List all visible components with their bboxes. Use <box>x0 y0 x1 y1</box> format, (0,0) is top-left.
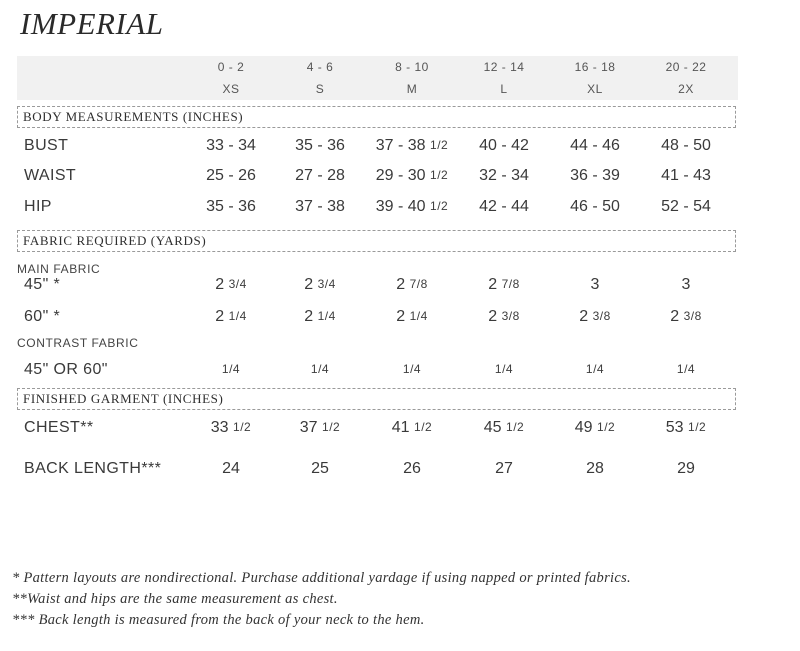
fraction-text: 1/2 <box>430 138 449 152</box>
value-text: 35 - 36 <box>206 198 256 215</box>
section-finished-garment: FINISHED GARMENT (INCHES) <box>17 388 736 410</box>
value-text: 2 <box>488 276 502 293</box>
value-text: 33 - 34 <box>206 137 256 154</box>
value-cell <box>555 137 635 155</box>
value-text: 2 <box>304 308 318 325</box>
value-text: 41 <box>391 419 415 436</box>
row-label: 60" * <box>24 308 61 325</box>
value-text: 28 <box>586 460 604 477</box>
value-cell <box>280 361 360 379</box>
size-label: M <box>406 82 418 96</box>
value-cell <box>280 198 360 216</box>
value-cell <box>464 137 544 155</box>
fraction-text: 1/2 <box>414 420 433 434</box>
row-label: BUST <box>24 137 69 154</box>
fraction-text: 1/4 <box>310 362 330 376</box>
value-cell <box>372 308 452 326</box>
row-label: HIP <box>24 198 52 215</box>
fraction-text: 1/4 <box>317 309 336 323</box>
value-text: 37 - 38 <box>375 137 431 154</box>
value-cell <box>464 361 544 379</box>
value-cell <box>280 276 360 294</box>
fraction-text: 1/4 <box>402 362 422 376</box>
fraction-text: 3/8 <box>683 309 702 323</box>
value-cell <box>372 419 452 437</box>
value-text: 2 <box>670 308 684 325</box>
value-text: 2 <box>215 308 229 325</box>
value-text: 25 - 26 <box>206 167 256 184</box>
value-text: 36 - 39 <box>570 167 620 184</box>
value-cell <box>464 198 544 216</box>
value-cell <box>372 276 452 294</box>
footnote-1: * Pattern layouts are nondirectional. Purchase additional yardage if using napped or printed fabrics. <box>12 570 631 586</box>
footnote-3: *** Back length is measured from the back of your neck to the hem. <box>12 612 425 628</box>
section-body-measurements: BODY MEASUREMENTS (INCHES) <box>17 106 736 128</box>
value-text: 25 <box>311 460 329 477</box>
value-cell <box>191 419 271 437</box>
value-text: 49 <box>574 419 598 436</box>
value-text: 39 - 40 <box>375 198 431 215</box>
main-fabric-label: MAIN FABRIC <box>17 262 101 276</box>
value-text: 3 <box>590 276 600 293</box>
value-cell <box>372 167 452 185</box>
value-cell <box>191 276 271 294</box>
value-text: 40 - 42 <box>479 137 529 154</box>
value-text: 2 <box>396 308 410 325</box>
value-cell <box>555 276 635 294</box>
fraction-text: 7/8 <box>409 277 428 291</box>
value-text: 27 <box>495 460 513 477</box>
value-cell <box>191 460 271 478</box>
value-text: 46 - 50 <box>570 198 620 215</box>
value-text: 53 <box>665 419 689 436</box>
value-text: 48 - 50 <box>661 137 711 154</box>
value-text: 32 - 34 <box>479 167 529 184</box>
value-cell <box>191 308 271 326</box>
fraction-text: 1/4 <box>676 362 696 376</box>
value-text: 44 - 46 <box>570 137 620 154</box>
value-cell <box>191 137 271 155</box>
fraction-text: 1/2 <box>597 420 616 434</box>
value-cell <box>646 276 726 294</box>
value-cell <box>280 167 360 185</box>
value-cell <box>372 198 452 216</box>
value-text: 2 <box>488 308 502 325</box>
size-range: 4 - 6 <box>306 60 334 74</box>
value-text: 24 <box>222 460 240 477</box>
value-text: 26 <box>403 460 421 477</box>
size-label: 2X <box>678 82 694 96</box>
fraction-text: 3/8 <box>592 309 611 323</box>
value-cell <box>191 198 271 216</box>
row-label: CHEST** <box>24 419 94 436</box>
value-cell <box>191 361 271 379</box>
value-text: 42 - 44 <box>479 198 529 215</box>
value-cell <box>646 198 726 216</box>
value-cell <box>555 167 635 185</box>
row-label: WAIST <box>24 167 77 184</box>
value-cell <box>555 419 635 437</box>
value-text: 52 - 54 <box>661 198 711 215</box>
value-text: 2 <box>215 276 229 293</box>
fraction-text: 1/4 <box>409 309 428 323</box>
fraction-text: 1/4 <box>228 309 247 323</box>
value-text: 37 - 38 <box>295 198 345 215</box>
fraction-text: 1/2 <box>506 420 525 434</box>
value-text: 27 - 28 <box>295 167 345 184</box>
fraction-text: 7/8 <box>501 277 520 291</box>
value-cell <box>372 361 452 379</box>
pattern-title: IMPERIAL <box>20 6 164 41</box>
value-cell <box>555 361 635 379</box>
value-text: 33 <box>210 419 234 436</box>
value-cell <box>646 167 726 185</box>
size-label: L <box>500 82 508 96</box>
value-cell <box>646 460 726 478</box>
value-text: 37 <box>299 419 323 436</box>
value-cell <box>191 167 271 185</box>
value-text: 2 <box>579 308 593 325</box>
value-cell <box>280 460 360 478</box>
fraction-text: 1/4 <box>494 362 514 376</box>
fraction-text: 1/4 <box>221 362 241 376</box>
row-label: BACK LENGTH*** <box>24 460 162 477</box>
contrast-fabric-label: CONTRAST FABRIC <box>17 336 139 350</box>
value-cell <box>280 419 360 437</box>
value-text: 41 - 43 <box>661 167 711 184</box>
fraction-text: 1/4 <box>585 362 605 376</box>
fraction-text: 3/4 <box>228 277 247 291</box>
row-label: 45" * <box>24 276 61 293</box>
value-cell <box>464 276 544 294</box>
fraction-text: 1/2 <box>322 420 341 434</box>
value-cell <box>555 460 635 478</box>
value-text: 29 <box>677 460 695 477</box>
fraction-text: 1/2 <box>233 420 252 434</box>
value-cell <box>646 419 726 437</box>
size-label: XS <box>222 82 240 96</box>
size-range: 0 - 2 <box>217 60 245 74</box>
size-label: S <box>315 82 325 96</box>
value-text: 29 - 30 <box>375 167 431 184</box>
value-cell <box>280 308 360 326</box>
fraction-text: 3/8 <box>501 309 520 323</box>
value-cell <box>646 308 726 326</box>
value-cell <box>646 137 726 155</box>
value-cell <box>555 308 635 326</box>
value-cell <box>372 460 452 478</box>
footnote-2: **Waist and hips are the same measurement as chest. <box>12 591 338 607</box>
fraction-text: 1/2 <box>430 168 449 182</box>
size-range: 16 - 18 <box>574 60 616 74</box>
value-text: 35 - 36 <box>295 137 345 154</box>
value-text: 45 <box>483 419 507 436</box>
row-label: 45" OR 60" <box>24 361 108 378</box>
value-cell <box>464 460 544 478</box>
value-cell <box>464 419 544 437</box>
value-cell <box>464 308 544 326</box>
size-label: XL <box>587 82 603 96</box>
fraction-text: 3/4 <box>317 277 336 291</box>
value-cell <box>646 361 726 379</box>
value-cell <box>464 167 544 185</box>
value-cell <box>280 137 360 155</box>
value-text: 3 <box>681 276 691 293</box>
fraction-text: 1/2 <box>688 420 707 434</box>
size-range: 20 - 22 <box>665 60 707 74</box>
size-range: 12 - 14 <box>483 60 525 74</box>
value-text: 2 <box>396 276 410 293</box>
size-range: 8 - 10 <box>395 60 429 74</box>
fraction-text: 1/2 <box>430 199 449 213</box>
value-cell <box>372 137 452 155</box>
section-fabric-required: FABRIC REQUIRED (YARDS) <box>17 230 736 252</box>
value-text: 2 <box>304 276 318 293</box>
value-cell <box>555 198 635 216</box>
